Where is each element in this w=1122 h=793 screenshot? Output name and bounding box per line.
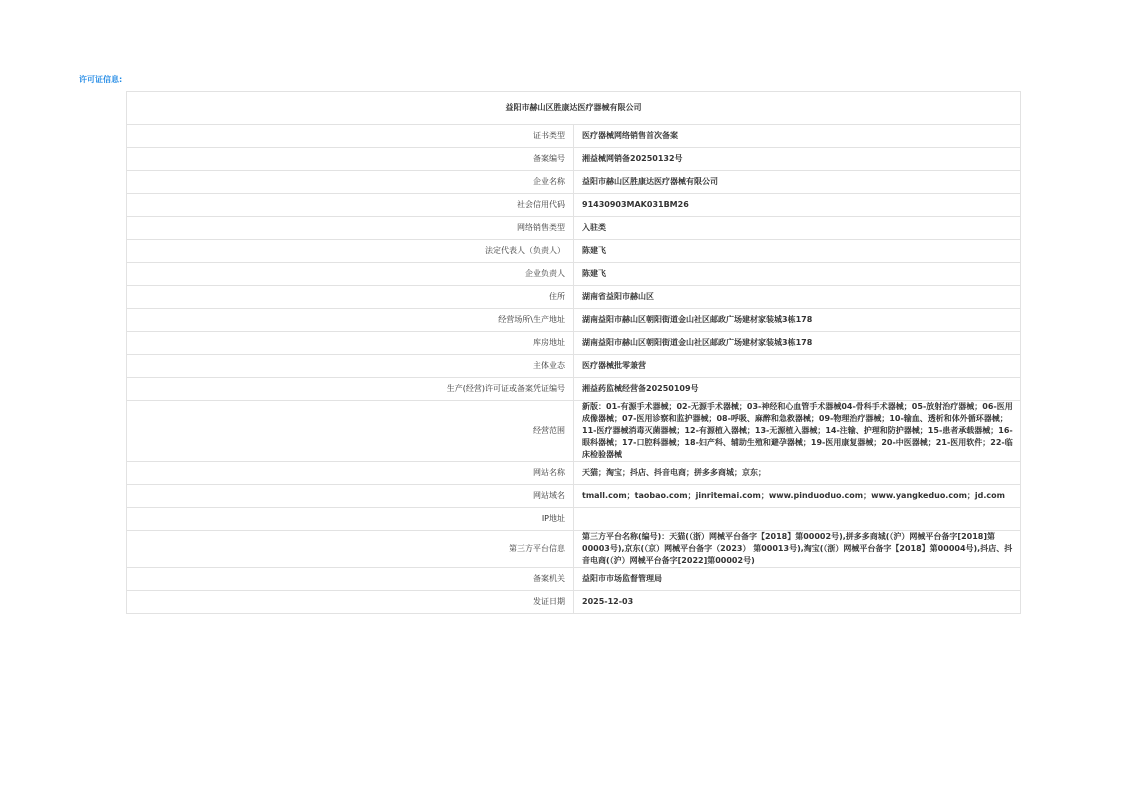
row-label: 网络销售类型 [127, 217, 574, 240]
row-value: 2025-12-03 [574, 591, 1021, 614]
row-value: 湘益药监械经营备20250109号 [574, 378, 1021, 401]
row-label: 法定代表人（负责人） [127, 240, 574, 263]
row-label: 经营场所\生产地址 [127, 309, 574, 332]
table-row [127, 485, 1021, 508]
row-value: 陈建飞 [574, 240, 1021, 263]
row-value: 第三方平台名称(编号)：天猫(（浙）网械平台备字【2018】第00002号),拼多多商城(（沪）网械平台备字[2018]第00003号),京东(（京）网械平台备字（2023） 第00013号),淘宝(（浙）网械平台备字【2018】第00004号),抖店、抖音电商(（沪）网械平台备字[2022]第00002号) [574, 531, 1021, 568]
row-label: 备案编号 [127, 148, 574, 171]
company-title: 益阳市赫山区胜康达医疗器械有限公司 [127, 92, 1021, 125]
table-row [127, 125, 1021, 148]
row-label: 第三方平台信息 [127, 531, 574, 568]
row-label: IP地址 [127, 508, 574, 531]
table-row [127, 194, 1021, 217]
row-value: 益阳市市场监督管理局 [574, 568, 1021, 591]
table-row [127, 217, 1021, 240]
table-row [127, 240, 1021, 263]
license-info-table [126, 91, 1021, 614]
table-row [127, 286, 1021, 309]
table-row [127, 171, 1021, 194]
row-label: 网站域名 [127, 485, 574, 508]
row-label: 主体业态 [127, 355, 574, 378]
row-value: 医疗器械批零兼营 [574, 355, 1021, 378]
table-row [127, 332, 1021, 355]
row-label: 企业负责人 [127, 263, 574, 286]
row-label: 发证日期 [127, 591, 574, 614]
section-label: 许可证信息: [79, 75, 123, 84]
row-label: 社会信用代码 [127, 194, 574, 217]
table-row [127, 401, 1021, 462]
table-row [127, 462, 1021, 485]
row-value: 医疗器械网络销售首次备案 [574, 125, 1021, 148]
table-row [127, 591, 1021, 614]
row-value: 湘益械网销备20250132号 [574, 148, 1021, 171]
row-value: 益阳市赫山区胜康达医疗器械有限公司 [574, 171, 1021, 194]
title-row [127, 92, 1021, 125]
row-value: tmall.com；taobao.com；jinritemai.com；www.pinduoduo.com；www.yangkeduo.com；jd.com [574, 485, 1021, 508]
row-value: 天猫；淘宝；抖店、抖音电商；拼多多商城；京东； [574, 462, 1021, 485]
row-label: 生产(经营)许可证或备案凭证编号 [127, 378, 574, 401]
row-value: 湖南省益阳市赫山区 [574, 286, 1021, 309]
table-row [127, 355, 1021, 378]
row-value [574, 508, 1021, 531]
table-row [127, 148, 1021, 171]
row-label: 经营范围 [127, 401, 574, 462]
row-value: 入驻类 [574, 217, 1021, 240]
table-row [127, 263, 1021, 286]
row-value: 湖南益阳市赫山区朝阳街道金山社区邮政广场建材家装城3栋178 [574, 309, 1021, 332]
table-row [127, 378, 1021, 401]
row-label: 证书类型 [127, 125, 574, 148]
table-row [127, 568, 1021, 591]
row-label: 备案机关 [127, 568, 574, 591]
row-value: 91430903MAK031BM26 [574, 194, 1021, 217]
row-label: 库房地址 [127, 332, 574, 355]
row-value: 陈建飞 [574, 263, 1021, 286]
table-row [127, 309, 1021, 332]
row-value: 湖南益阳市赫山区朝阳街道金山社区邮政广场建材家装城3栋178 [574, 332, 1021, 355]
row-label: 企业名称 [127, 171, 574, 194]
row-value: 新版：01-有源手术器械；02-无源手术器械；03-神经和心血管手术器械04-骨科手术器械；05-放射治疗器械；06-医用成像器械；07-医用诊察和监护器械；08-呼吸、麻醉和急救器械；09-物理治疗器械；10-输血、透析和体外循环器械；11-医疗器械消毒灭菌器械；12-有源植入器械；13-无源植入器械；14-注输、护理和防护器械；15-患者承载器械；16-眼科器械；17-口腔科器械；18-妇产科、辅助生殖和避孕器械；19-医用康复器械；20-中医器械；21-医用软件；22-临床检验器械 [574, 401, 1021, 462]
row-label: 网站名称 [127, 462, 574, 485]
table-row [127, 531, 1021, 568]
table-row [127, 508, 1021, 531]
row-label: 住所 [127, 286, 574, 309]
